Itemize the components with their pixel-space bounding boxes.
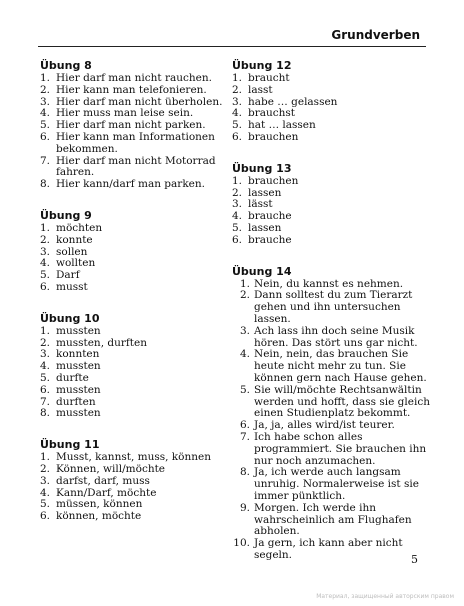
copyright-watermark: Материал, защищенный авторским правом	[316, 593, 454, 600]
answer-text: mussten	[56, 360, 101, 373]
answer-number: 1.	[40, 72, 51, 84]
answer-text: wollten	[56, 257, 96, 270]
answer-item	[232, 132, 432, 144]
answer-number: 4.	[40, 107, 51, 120]
answer-number: 3.	[40, 348, 51, 361]
answer-text: mussten	[56, 407, 101, 420]
answer-number: 4.	[232, 210, 243, 223]
answer-text: mussten	[56, 383, 101, 396]
answer-item	[232, 467, 432, 502]
left-column	[40, 58, 225, 540]
answer-text: Musst, kannst, muss, können	[56, 451, 211, 464]
exercise-section	[40, 311, 225, 420]
answer-number: 2.	[232, 83, 243, 96]
answer-number: 2.	[40, 233, 51, 246]
answer-text: brauchen	[248, 130, 299, 143]
answer-text: sollen	[56, 245, 88, 258]
answer-number: 4.	[239, 348, 250, 361]
answer-number: 5.	[40, 269, 51, 282]
answer-text: Kann/Darf, möchte	[56, 486, 157, 499]
exercise-section	[40, 208, 225, 294]
answer-item	[40, 223, 225, 235]
answer-number: 8.	[40, 178, 51, 191]
answer-number: 6.	[40, 130, 51, 143]
answer-text: Nein, du kannst es nehmen.	[254, 277, 404, 290]
answer-item	[232, 385, 432, 420]
answer-text: müssen, können	[56, 498, 143, 511]
answer-text: Hier muss man leise sein.	[56, 107, 194, 120]
answer-text: Darf	[56, 269, 80, 282]
answer-text: Hier kann/darf man parken.	[56, 178, 205, 191]
answer-text: Ach lass ihn doch seine Musik hören. Das stört uns gar nicht.	[254, 324, 418, 349]
answer-number: 10.	[233, 537, 250, 550]
answer-text: Hier darf man nicht Motorrad fahren.	[56, 154, 216, 179]
answer-text: möchten	[56, 221, 103, 234]
answer-number: 6.	[40, 383, 51, 396]
answer-number: 4.	[232, 107, 243, 120]
answer-text: Hier darf man nicht parken.	[56, 119, 206, 132]
answer-number: 7.	[239, 430, 250, 443]
answer-text: Hier kann man Informationen bekommen.	[56, 130, 215, 155]
answer-number: 9.	[239, 501, 250, 514]
answer-list	[232, 279, 432, 562]
answer-text: mussten, durften	[56, 336, 147, 349]
answer-number: 5.	[232, 119, 243, 132]
answer-number: 2.	[239, 289, 250, 302]
answer-number: 3.	[232, 95, 243, 108]
exercise-section	[40, 58, 225, 191]
answer-text: hat … lassen	[248, 119, 316, 132]
answer-text: durfte	[56, 371, 89, 384]
answer-text: Hier darf man nicht rauchen.	[56, 72, 212, 84]
answer-item	[232, 538, 432, 562]
answer-text: Dann solltest du zum Tierarzt gehen und ihn untersuchen lassen.	[254, 289, 413, 325]
answer-list	[40, 326, 225, 420]
exercise-section	[232, 161, 432, 247]
exercise-section	[40, 437, 225, 523]
answer-text: Ja, ja, alles wird/ist teurer.	[254, 419, 395, 432]
answer-item	[40, 408, 225, 420]
answer-item	[232, 290, 432, 325]
answer-text: lassen	[248, 221, 282, 234]
answer-number: 6.	[232, 233, 243, 246]
answer-number: 3.	[239, 324, 250, 337]
answer-text: lasst	[248, 83, 273, 96]
answer-text: brauchen	[248, 174, 299, 187]
answer-number: 5.	[40, 119, 51, 132]
answer-number: 4.	[40, 360, 51, 373]
exercise-title: Übung 9	[40, 208, 92, 222]
answer-item	[40, 464, 225, 476]
answer-number: 3.	[40, 245, 51, 258]
answer-number: 6.	[40, 280, 51, 293]
answer-item	[40, 476, 225, 488]
exercise-title: Übung 14	[232, 264, 292, 278]
answer-number: 1.	[239, 277, 250, 290]
answer-item	[40, 282, 225, 294]
answer-text: Sie will/möchte Rechtsanwältin werden und hofft, dass sie gleich einen Studienplatz bekommt.	[254, 383, 430, 420]
answer-text: Können, will/möchte	[56, 462, 166, 475]
answer-text: darfst, darf, muss	[56, 474, 150, 487]
answer-text: Nein, nein, das brauchen Sie heute nicht mehr zu tun. Sie können gern nach Hause gehen.	[254, 348, 427, 384]
answer-number: 2.	[40, 462, 51, 475]
answer-text: brauche	[248, 210, 292, 223]
answer-text: mussten	[56, 324, 101, 337]
answer-number: 4.	[40, 486, 51, 499]
exercise-title: Übung 11	[40, 438, 100, 452]
answer-text: braucht	[248, 72, 290, 84]
answer-text: musst	[56, 280, 88, 293]
answer-number: 2.	[40, 336, 51, 349]
answer-text: Ich habe schon alles programmiert. Sie brauchen ihn nur noch anzumachen.	[254, 430, 427, 467]
answer-number: 6.	[232, 130, 243, 143]
answer-item	[232, 235, 432, 247]
answer-text: konnte	[56, 233, 93, 246]
answer-item	[40, 373, 225, 385]
exercise-section	[232, 264, 432, 562]
answer-number: 4.	[40, 257, 51, 270]
page-number: 5	[411, 553, 418, 566]
answer-text: lässt	[248, 198, 273, 211]
answer-text: können, möchte	[56, 510, 142, 523]
answer-item	[232, 85, 432, 97]
answer-item	[232, 326, 432, 350]
answer-number: 1.	[232, 72, 243, 84]
answer-number: 1.	[40, 451, 51, 464]
answer-number: 8.	[40, 407, 51, 420]
answer-list	[232, 73, 432, 144]
answer-number: 3.	[232, 198, 243, 211]
answer-item	[40, 179, 225, 191]
answer-text: Morgen. Ich werde ihn wahrscheinlich am Flughafen abholen.	[254, 501, 412, 538]
header-rule	[38, 46, 426, 47]
exercise-title: Übung 13	[232, 161, 292, 175]
answer-number: 2.	[232, 186, 243, 199]
section-title: Grundverben	[331, 28, 420, 42]
answer-number: 5.	[239, 383, 250, 396]
exercise-section	[232, 58, 432, 144]
answer-text: Hier kann man telefonieren.	[56, 83, 207, 96]
answer-text: durften	[56, 395, 96, 408]
answer-number: 6.	[239, 419, 250, 432]
answer-number: 6.	[40, 510, 51, 523]
answer-item	[40, 385, 225, 397]
answer-text: Ja, ich werde auch langsam unruhig. Normalerweise ist sie immer pünktlich.	[254, 466, 419, 502]
answer-number: 3.	[40, 474, 51, 487]
answer-text: Ja gern, ich kann aber nicht segeln.	[254, 537, 403, 561]
right-column	[232, 58, 432, 579]
answer-text: brauchst	[248, 107, 296, 120]
answer-number: 5.	[232, 221, 243, 234]
answer-number: 7.	[40, 395, 51, 408]
answer-number: 8.	[239, 466, 250, 479]
answer-number: 2.	[40, 83, 51, 96]
answer-text: lassen	[248, 186, 282, 199]
answer-item	[232, 349, 432, 384]
answer-item	[40, 156, 225, 180]
answer-number: 7.	[40, 154, 51, 167]
answer-item	[40, 326, 225, 338]
answer-list	[40, 223, 225, 294]
answer-item	[40, 235, 225, 247]
answer-text: brauche	[248, 233, 292, 246]
answer-list	[40, 73, 225, 191]
answer-number: 1.	[232, 174, 243, 187]
answer-number: 5.	[40, 498, 51, 511]
exercise-title: Übung 10	[40, 311, 100, 325]
answer-number: 5.	[40, 371, 51, 384]
answer-item	[40, 85, 225, 97]
answer-item	[40, 511, 225, 523]
answer-number: 3.	[40, 95, 51, 108]
answer-number: 1.	[40, 221, 51, 234]
answer-list	[232, 176, 432, 247]
answer-item	[232, 176, 432, 188]
answer-item	[232, 503, 432, 538]
exercise-title: Übung 12	[232, 59, 292, 72]
answer-text: konnten	[56, 348, 100, 361]
answer-number: 1.	[40, 324, 51, 337]
exercise-title: Übung 8	[40, 59, 92, 72]
answer-item	[232, 432, 432, 467]
answer-list	[40, 452, 225, 523]
answer-item	[40, 132, 225, 156]
answer-text: Hier darf man nicht überholen.	[56, 95, 223, 108]
answer-item	[232, 223, 432, 235]
answer-text: habe … gelassen	[248, 95, 338, 108]
